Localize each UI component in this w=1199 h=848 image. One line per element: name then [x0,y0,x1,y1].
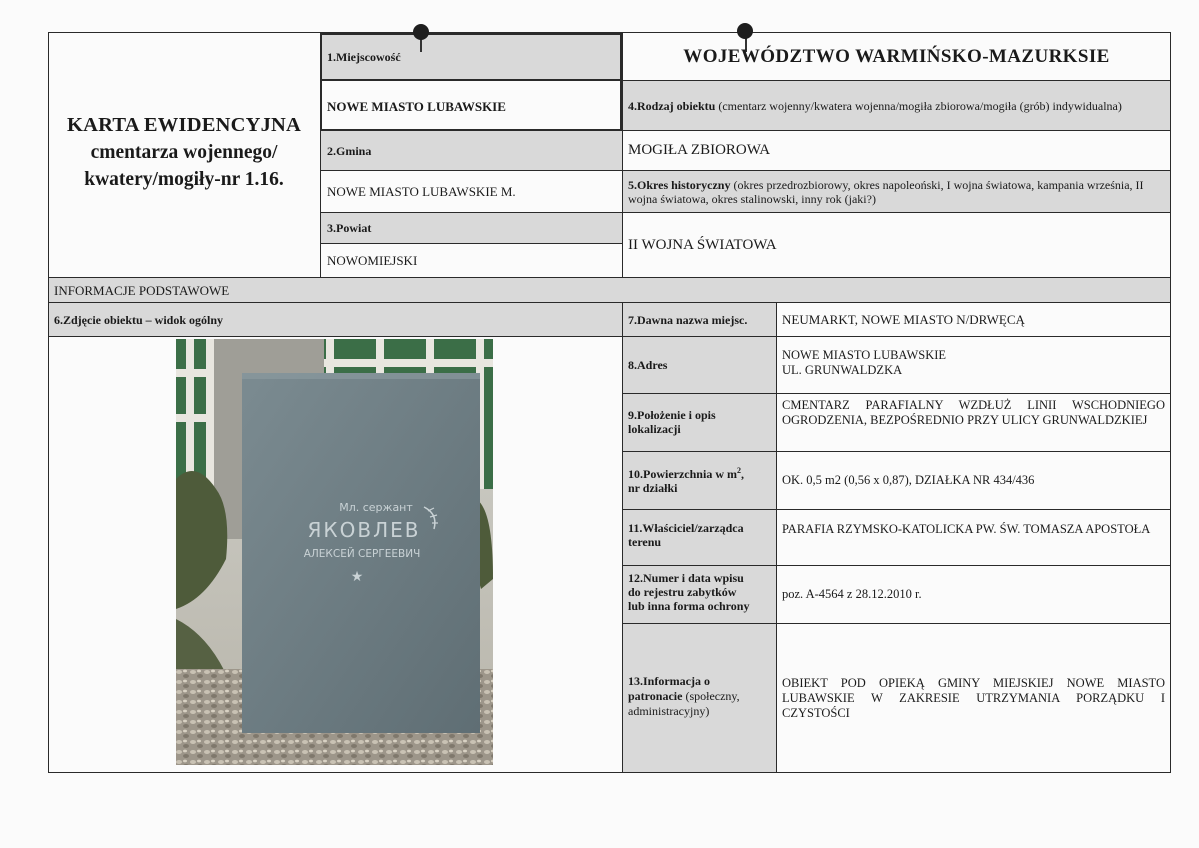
inscription-rank: Мл. сержант [339,501,413,514]
field-9-label-line-1: 9.Położenie i opis [628,408,716,422]
field-12-label [623,566,776,623]
field-9-value: CMENTARZ PARAFIALNY WZDŁUŻ LINII WSCHODNIEGO OGRODZENIA, BEZPOŚREDNIO PRZY ULICY GRUNWALDZKIEJ [782,398,1165,427]
field-5-label-text: 5.Okres historyczny [628,177,731,192]
field-10-label-comma: , [740,467,744,481]
field-5-hint: (okres przedrozbiorowy, okres napoleoński, I wojna światowa, kampania września, II wojna światowa, okres stalinowski, inny rok (jaki?) [628,177,1144,206]
field-7-label: 7.Dawna nazwa miejsc. [628,312,748,327]
title-line-3: kwatery/mogiły-nr 1.16. [84,169,284,190]
field-11-label-line-2: terenu [628,535,662,549]
star-icon: ★ [350,569,364,585]
field-1-label: 1.Miejscowość [327,50,401,64]
field-6-label: 6.Zdjęcie obiektu – widok ogólny [54,312,224,327]
field-7-value: NEUMARKT, NOWE MIASTO N/DRWĘCĄ [782,312,1025,327]
field-5-value: II WOJNA ŚWIATOWA [628,236,777,253]
field-11-value: PARAFIA RZYMSKO-KATOLICKA PW. ŚW. TOMASZA APOSTOŁA [782,522,1151,536]
field-3-label: 3.Powiat [327,221,372,235]
field-12-value: poz. A-4564 z 28.12.2010 r. [782,587,922,601]
field-4-label [623,81,1170,130]
field-11-label [623,510,776,565]
voivodeship-heading: WOJEWÓDZTWO WARMIŃSKO-MAZURKSIE [683,46,1110,67]
field-8-value [777,337,1170,393]
field-8-label: 8.Adres [628,358,668,372]
field-2-value: NOWE MIASTO LUBAWSKIE M. [327,184,516,199]
grave-photo [176,339,493,765]
field-8-value-line-1: NOWE MIASTO LUBAWSKIE [782,348,947,362]
field-11-label-line-1: 11.Właściciel/zarządca [628,521,744,535]
field-4-value: MOGIŁA ZBIOROWA [628,142,771,158]
field-1-value: NOWE MIASTO LUBAWSKIE [327,98,506,114]
field-4-label-text: 4.Rodzaj obiektu [628,98,716,113]
field-9-label-line-2: lokalizacji [628,422,681,436]
field-13-label [623,624,776,772]
field-4-hint: (cmentarz wojenny/kwatera wojenna/mogiła zbiorowa/mogiła (grób) indywidualna) [715,98,1122,113]
field-5-label [623,171,1170,212]
field-12-label-line-3: lub inna forma ochrony [628,599,750,613]
field-12-label-line-2: do rejestru zabytków [628,585,737,599]
field-3-value: NOWOMIEJSKI [327,253,418,268]
card-title [48,112,320,193]
field-2-label: 2.Gmina [327,143,372,158]
field-10-label-line-1: 10.Powierzchnia w m [628,467,737,481]
field-9-label [623,394,776,451]
field-12-label-line-1: 12.Numer i data wpisu [628,571,744,585]
title-line-2: cmentarza wojennego/ [90,142,278,163]
field-13-value: OBIEKT POD OPIEKĄ GMINY MIEJSKIEJ NOWE MIASTO LUBAWSKIE W ZAKRESIE UTRZYMANIA PORZĄDKU I CZYSTOŚCI [782,676,1165,720]
inscription-name: АЛЕКСЕЙ СЕРГЕЕВИЧ [303,548,421,560]
section-basic-info: INFORMACJE PODSTAWOWE [54,282,230,298]
inscription-surname: ЯКОВЛЕВ [307,518,421,542]
title-line-1: KARTA EWIDENCYJNA [66,114,302,136]
field-8-value-line-2: UL. GRUNWALDZKA [782,363,903,377]
field-10-value: OK. 0,5 m2 (0,56 x 0,87), DZIAŁKA NR 434/436 [782,473,1035,487]
field-10-label-line-2: nr działki [628,481,678,495]
field-13-label-line-1: 13.Informacja o [628,674,710,688]
field-10-label [623,452,776,509]
field-13-label-line-2: patronacie [628,689,683,703]
field-13-hint: (społeczny, administracyjny) [628,689,740,718]
field-10-label-sup: 2 [736,466,741,475]
